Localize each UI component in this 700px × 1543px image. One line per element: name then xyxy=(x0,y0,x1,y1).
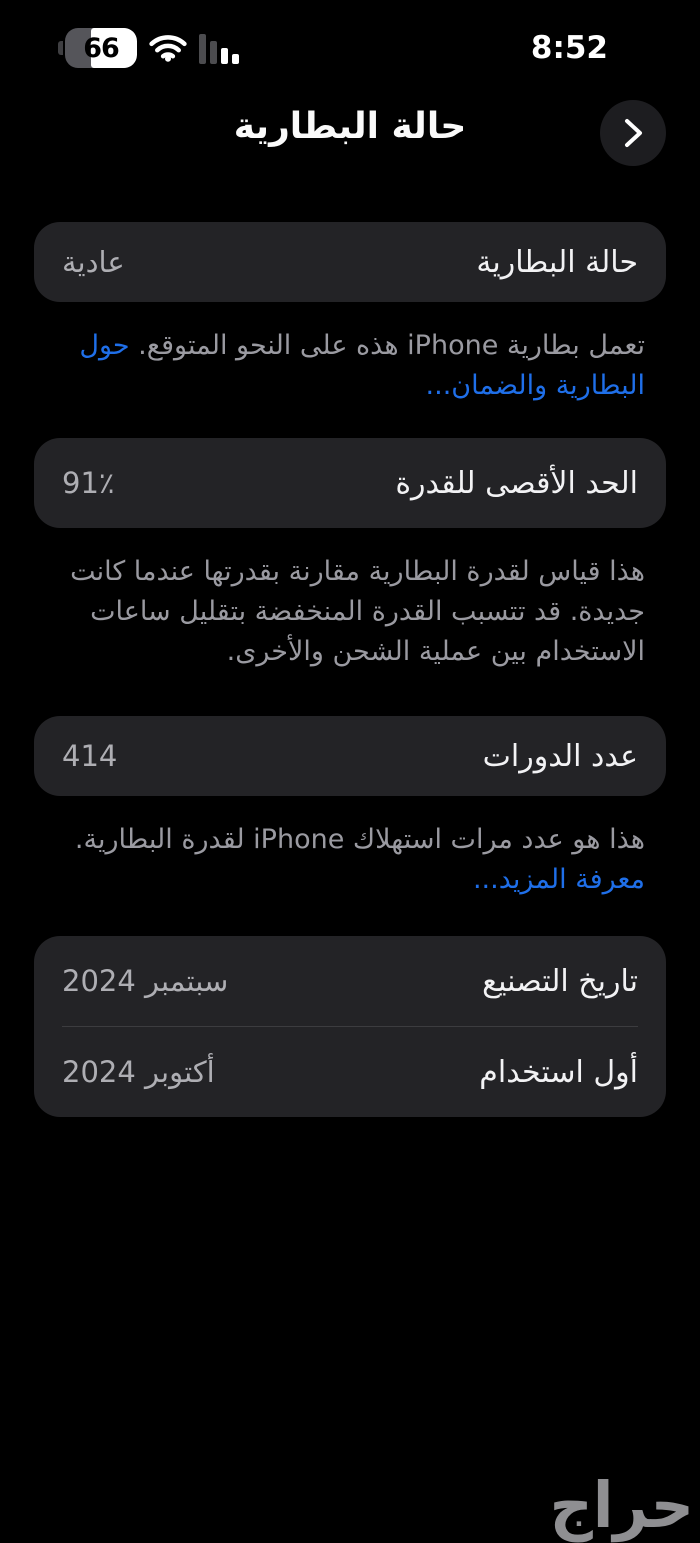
haraj-watermark: حراج xyxy=(549,1469,694,1543)
battery-health-card[interactable] xyxy=(34,222,666,302)
chevron-forward-icon xyxy=(618,113,648,153)
cellular-signal-icon xyxy=(199,32,239,64)
learn-more-link[interactable]: معرفة المزيد... xyxy=(472,864,645,895)
max-capacity-value: 91٪ xyxy=(62,466,115,500)
page-title: حالة البطارية xyxy=(233,106,467,147)
status-left-cluster xyxy=(58,28,239,68)
cycle-count-card xyxy=(34,716,666,796)
back-button[interactable] xyxy=(600,100,666,166)
dates-card xyxy=(34,936,666,1117)
max-capacity-footer-text: هذا قياس لقدرة البطارية مقارنة بقدرتها عندما كانت جديدة. قد تتسبب القدرة المنخفضة بتقليل ساعات الاستخدام بين عملية الشحن والأخرى. xyxy=(70,556,645,667)
battery-health-footer xyxy=(68,326,645,406)
battery-percent: 66 xyxy=(83,32,119,64)
max-capacity-label: الحد الأقصى للقدرة xyxy=(395,465,638,501)
battery-health-value: عادية xyxy=(62,245,125,279)
battery-health-label: حالة البطارية xyxy=(476,244,638,280)
wifi-icon xyxy=(149,33,187,63)
first-use-row xyxy=(34,1027,666,1117)
manufacture-date-label: تاريخ التصنيع xyxy=(482,963,638,999)
battery-health-footer-text: تعمل بطارية iPhone هذه على النحو المتوقع. xyxy=(129,330,645,361)
about-battery-warranty-link[interactable]: حول البطارية والضمان... xyxy=(79,330,645,401)
manufacture-date-value: سبتمبر 2024 xyxy=(62,964,229,998)
battery-health-row xyxy=(34,222,666,302)
cycle-count-footer-text: هذا هو عدد مرات استهلاك iPhone لقدرة البطارية. xyxy=(74,824,645,855)
navigation-bar xyxy=(0,70,700,182)
manufacture-date-row xyxy=(34,936,666,1026)
cycle-count-footer xyxy=(68,820,645,900)
max-capacity-row xyxy=(34,438,666,528)
max-capacity-card xyxy=(34,438,666,528)
first-use-label: أول استخدام xyxy=(479,1054,638,1090)
battery-cap xyxy=(58,41,63,55)
cycle-count-label: عدد الدورات xyxy=(482,738,638,774)
status-bar xyxy=(0,0,700,70)
cycle-count-value: 414 xyxy=(62,739,118,773)
battery-indicator xyxy=(65,28,137,68)
max-capacity-footer xyxy=(68,552,645,672)
first-use-value: أكتوبر 2024 xyxy=(62,1055,215,1089)
cycle-count-row xyxy=(34,716,666,796)
status-time: 8:52 xyxy=(530,30,608,66)
